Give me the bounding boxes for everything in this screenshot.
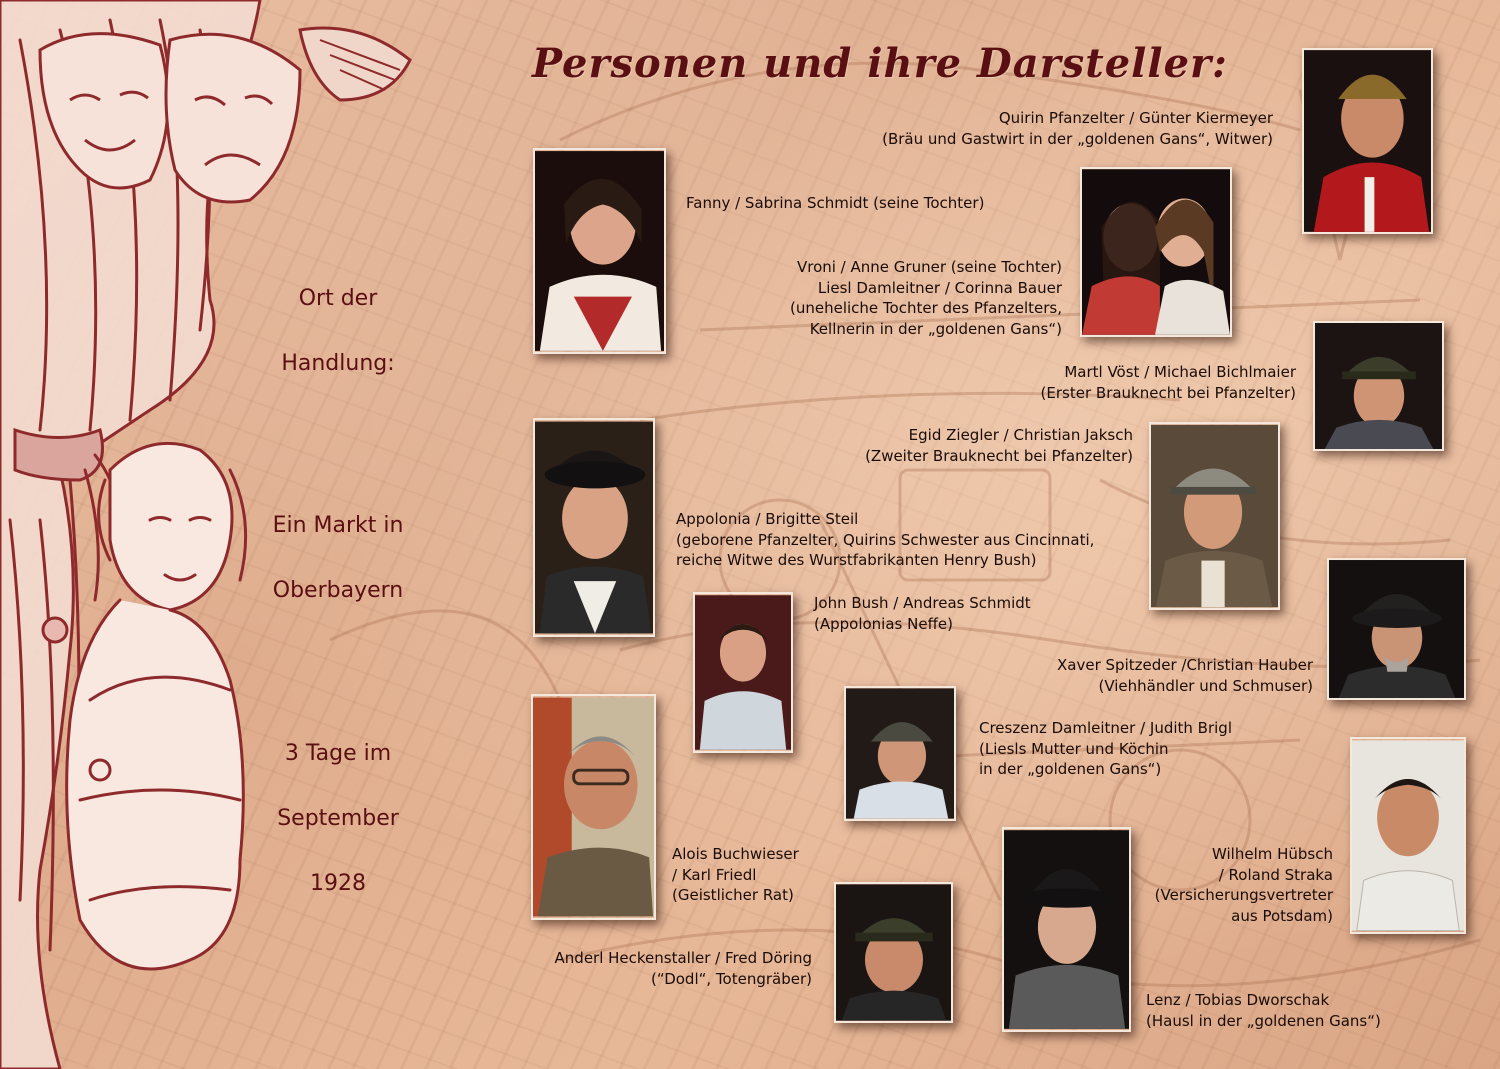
caption-creszenz-line-3: in der „goldenen Gans“) (979, 760, 1162, 778)
setting-time-line-1: 3 Tage im (284, 741, 392, 766)
setting-time-line-2: September (277, 806, 399, 831)
caption-wilhelm-line-1: Wilhelm Hübsch (1212, 845, 1333, 863)
caption-john (814, 593, 1094, 634)
page-title: Personen und ihre Darsteller: (532, 40, 1228, 87)
portrait-fanny-image (535, 150, 664, 352)
caption-egid-line-2: (Zweiter Brauknecht bei Pfanzelter) (865, 446, 1133, 465)
theatre-masks-drawing (40, 28, 410, 202)
caption-creszenz (979, 718, 1279, 780)
caption-appolonia-line-3: reiche Witwe des Wurstfabrikanten Henry Bush) (676, 551, 1037, 569)
setting-place-line-1: Ein Markt in (272, 513, 404, 538)
portrait-anderl-image (836, 884, 951, 1021)
caption-alois (672, 844, 832, 906)
portrait-egid (1149, 422, 1280, 610)
portrait-vroni-liesl-image (1082, 169, 1230, 335)
caption-alois-line-1: Alois Buchwieser (672, 845, 799, 863)
caption-xaver-line-2: (Viehhändler und Schmuser) (1098, 676, 1313, 695)
caption-vroni-line-4: Kellnerin in der „goldenen Gans“) (809, 319, 1062, 338)
caption-alois-line-3: (Geistlicher Rat) (672, 886, 794, 904)
caption-wilhelm-line-4: aus Potsdam) (1231, 906, 1333, 925)
caption-xaver-line-1: Xaver Spitzeder /Christian Hauber (1057, 656, 1313, 674)
portrait-wilhelm (1350, 737, 1466, 934)
caption-john-line-2: (Appolonias Neffe) (814, 614, 953, 633)
setting-time-line-3: 1928 (310, 871, 366, 896)
caption-egid-line-1: Egid Ziegler / Christian Jaksch (908, 426, 1133, 444)
caption-anderl-line-2: (“Dodl“, Totengräber) (651, 969, 812, 988)
caption-alois-line-2: / Karl Friedl (672, 865, 757, 884)
caption-wilhelm (1120, 844, 1333, 926)
caption-xaver (1000, 655, 1313, 696)
caption-appolonia-line-2: (geborene Pfanzelter, Quirins Schwester aus Cincinnati, (676, 530, 1095, 549)
portrait-john-image (695, 594, 791, 751)
portrait-xaver-image (1329, 560, 1464, 698)
caption-lenz-line-1: Lenz / Tobias Dworschak (1146, 991, 1330, 1009)
portrait-egid-image (1151, 424, 1278, 608)
caption-martl-line-1: Martl Vöst / Michael Bichlmaier (1064, 363, 1296, 381)
portrait-quirin (1302, 48, 1433, 234)
portrait-creszenz-image (846, 688, 954, 819)
caption-vroni-line-1: Vroni / Anne Gruner (seine Tochter) (796, 258, 1062, 276)
setting-label-line-1: Ort der (298, 286, 378, 311)
caption-martl (960, 362, 1296, 403)
portrait-fanny (533, 148, 666, 354)
caption-quirin-line-2: (Bräu und Gastwirt in der „goldenen Gans“, Witwer) (882, 129, 1273, 148)
setting-label-line-2: Handlung: (281, 351, 395, 376)
setting-place-line-2: Oberbayern (272, 578, 404, 603)
portrait-appolonia-image (535, 420, 653, 635)
portrait-martl-image (1315, 323, 1442, 449)
caption-lenz (1146, 990, 1446, 1031)
caption-creszenz-line-2: (Liesls Mutter und Köchin (979, 739, 1169, 758)
portrait-anderl (834, 882, 953, 1023)
caption-appolonia-line-1: Appolonia / Brigitte Steil (676, 510, 859, 528)
caption-wilhelm-line-2: / Roland Straka (1218, 865, 1333, 884)
caption-vroni-line-2: Liesl Damleitner / Corinna Bauer (817, 278, 1062, 297)
portrait-appolonia (533, 418, 655, 637)
portrait-alois-image (533, 696, 654, 918)
caption-vroni-liesl (660, 257, 1062, 339)
portrait-creszenz (844, 686, 956, 821)
caption-anderl-line-1: Anderl Heckenstaller / Fred Döring (554, 949, 812, 967)
portrait-quirin-image (1304, 50, 1431, 232)
portrait-martl (1313, 321, 1444, 451)
caption-anderl (520, 948, 812, 989)
caption-fanny-line-1: Fanny / Sabrina Schmidt (seine Tochter) (686, 194, 985, 212)
caption-vroni-line-3: (uneheliche Tochter des Pfanzelters, (790, 299, 1062, 317)
caption-john-line-1: John Bush / Andreas Schmidt (814, 594, 1031, 612)
caption-quirin-line-1: Quirin Pfanzelter / Günter Kiermeyer (998, 109, 1273, 127)
caption-lenz-line-2: (Hausl in der „goldenen Gans“) (1146, 1011, 1381, 1030)
portrait-alois (531, 694, 656, 920)
portrait-xaver (1327, 558, 1466, 700)
caption-martl-line-2: (Erster Brauknecht bei Pfanzelter) (1040, 383, 1296, 402)
caption-egid (800, 425, 1133, 466)
portrait-lenz (1002, 827, 1131, 1032)
portrait-lenz-image (1004, 829, 1129, 1030)
portrait-vroni-liesl (1080, 167, 1232, 337)
caption-creszenz-line-1: Creszenz Damleitner / Judith Brigl (979, 719, 1232, 737)
portrait-john (693, 592, 793, 753)
portrait-wilhelm-image (1352, 739, 1464, 932)
caption-fanny (686, 193, 1046, 214)
caption-wilhelm-line-3: (Versicherungsvertreter (1154, 886, 1333, 904)
caption-appolonia (676, 509, 1146, 571)
caption-quirin (720, 108, 1273, 149)
